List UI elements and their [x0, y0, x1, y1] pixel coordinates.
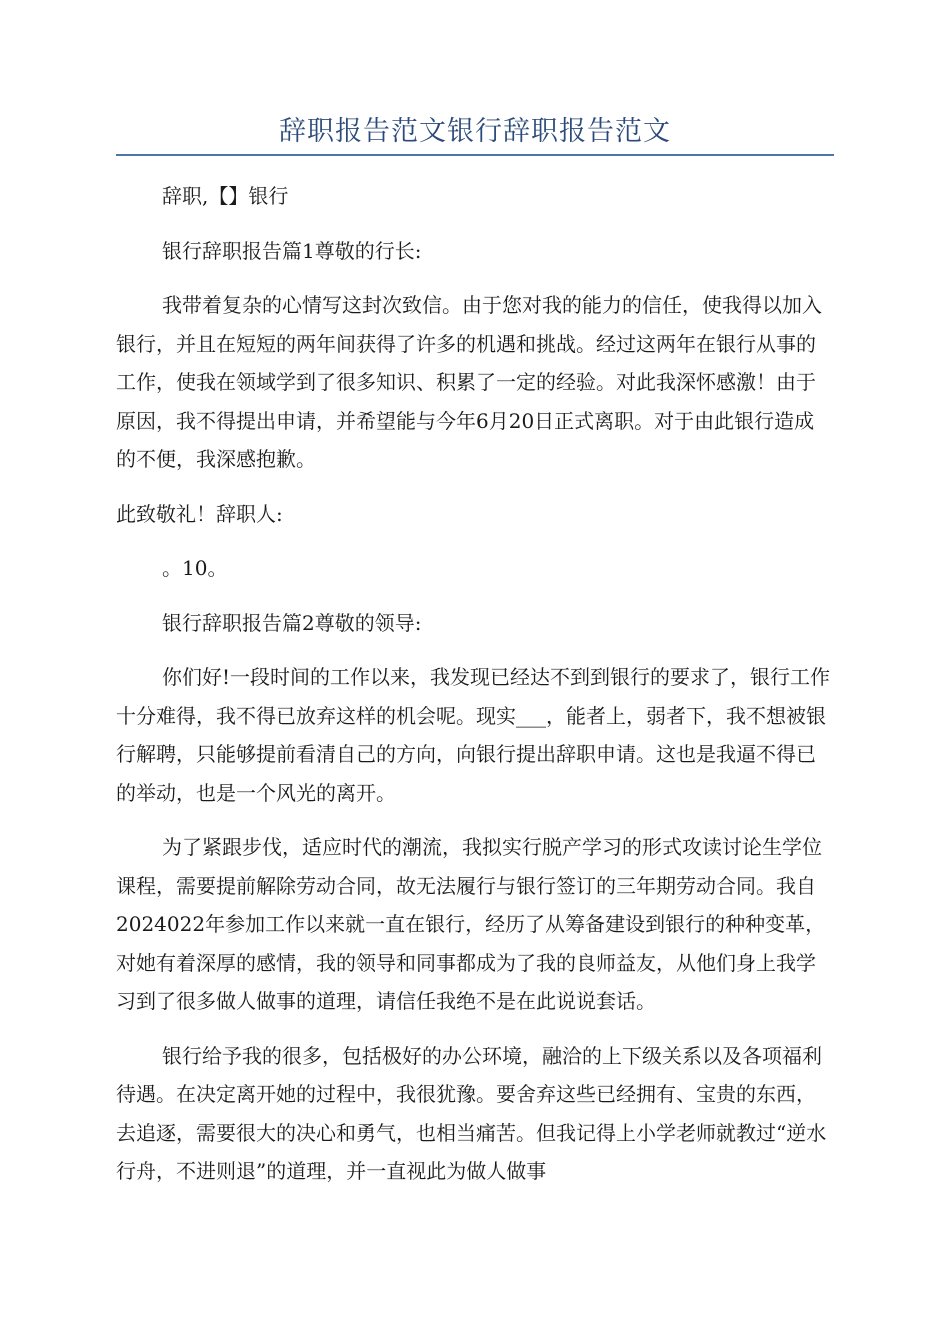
paragraph-heading-1: 银行辞职报告篇1尊敬的行长: — [162, 238, 422, 263]
paragraph-date: 。10。 — [162, 556, 228, 580]
paragraph-body-1: 我带着复杂的心情写这封次致信。由于您对我的能力的信任，使我得以加入银行，并且在短短的两年间获得了许多的机遇和挑战。经过这两年在银行从事的工作，使我在领域学到了很多知识、积累了一定的经验。对此我深怀感激！由于原因，我不得提出申请，并希望能与今年6月20日正式离职。对于由此银行造成的不便，我深感抱歉。 — [116, 293, 822, 471]
paragraph-heading-2: 银行辞职报告篇2尊敬的领导: — [162, 610, 422, 635]
paragraph-body-3: 为了紧跟步伐，适应时代的潮流，我拟实行脱产学习的形式攻读讨论生学位课程，需要提前解除劳动合同，故无法履行与银行签订的三年期劳动合同。我自2024022年参加工作以来就一直在银行，经历了从筹备建设到银行的种种变革，对她有着深厚的感情，我的领导和同事都成为了我的良师益友，从他们身上我学习到了很多做人做事的道理，请信任我绝不是在此说说套话。 — [116, 835, 826, 1013]
title-underline — [116, 154, 834, 156]
paragraph-keywords: 辞职,【】银行 — [162, 184, 289, 208]
paragraph-body-2: 你们好!一段时间的工作以来，我发现已经达不到到银行的要求了，银行工作十分难得，我不得已放弃这样的机会呢。现实___，能者上，弱者下，我不想被银行解聘，只能够提前看清自己的方向，向银行提出辞职申请。这也是我逼不得已的举动，也是一个风光的离开。 — [116, 665, 831, 805]
document-body — [116, 177, 834, 1191]
paragraph-closing: 此致敬礼！辞职人: — [116, 501, 283, 526]
paragraph-body-4: 银行给予我的很多，包括极好的办公环境，融洽的上下级关系以及各项福利待遇。在决定离开她的过程中，我很犹豫。要舍弃这些已经拥有、宝贵的东西，去追逐，需要很大的决心和勇气，也相当痛苦。但我记得上小学老师就教过“逆水行舟，不进则退”的道理，并一直视此为做人做事 — [116, 1043, 827, 1183]
document-title: 辞职报告范文银行辞职报告范文 — [279, 116, 671, 147]
